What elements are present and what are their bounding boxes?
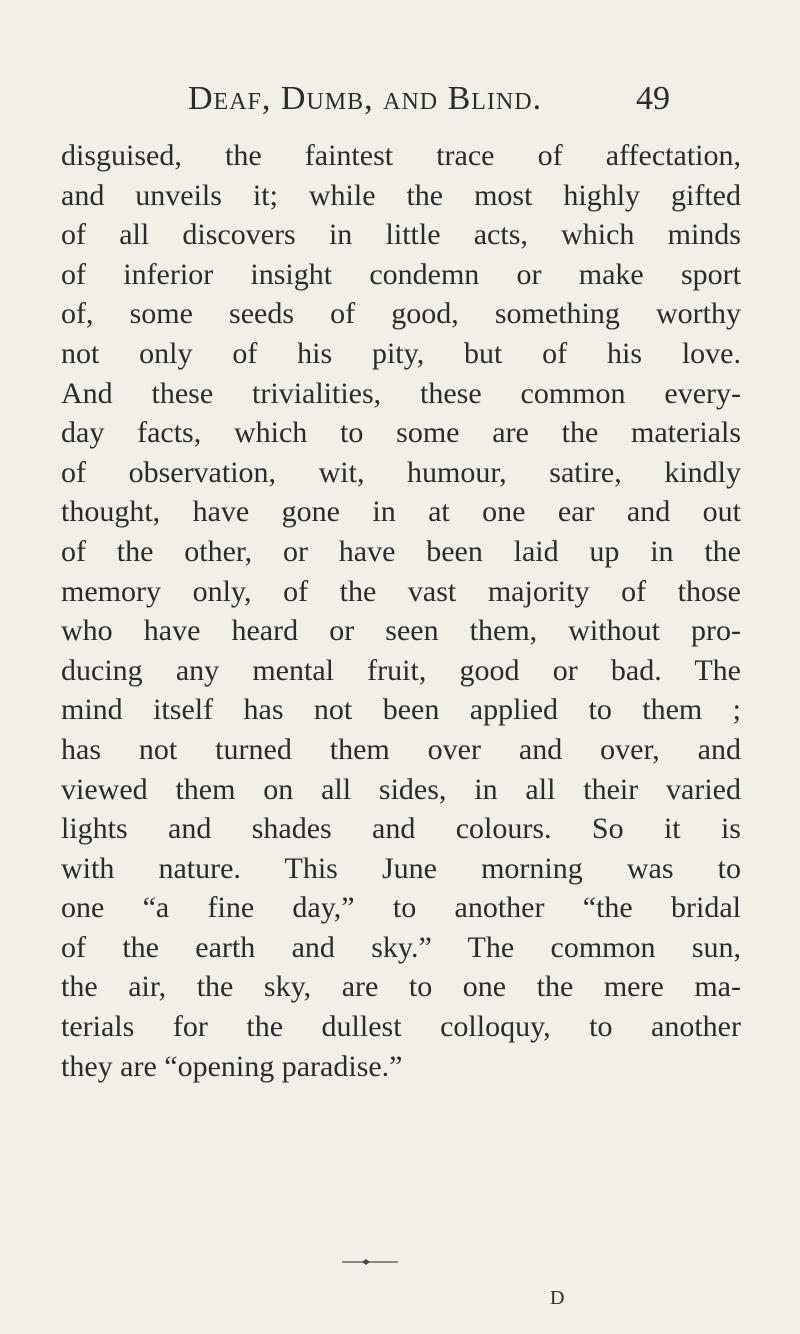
text-line: of the earth and sky.” The common sun,	[61, 930, 741, 964]
text-line: ducing any mental fruit, good or bad. The	[61, 653, 741, 687]
text-line: who have heard or seen them, without pro-	[61, 614, 741, 648]
text-line: has not turned them over and over, and	[61, 732, 741, 766]
text-line: of, some seeds of good, something worthy	[61, 297, 741, 331]
text-line: they are “opening paradise.”	[61, 1049, 403, 1083]
text-line: thought, have gone in at one ear and out	[61, 495, 741, 529]
text-line: not only of his pity, but of his love.	[61, 336, 741, 370]
text-line: And these trivialities, these common every-	[61, 376, 741, 410]
signature-mark: D	[550, 1287, 566, 1309]
text-line: of observation, wit, humour, satire, kindly	[61, 455, 741, 489]
page-number: 49	[636, 80, 670, 117]
ornament-rule-icon	[340, 1255, 400, 1269]
text-line: and unveils it; while the most highly gifted	[61, 178, 741, 212]
body-text	[61, 136, 741, 1086]
text-line: memory only, of the vast majority of those	[61, 574, 741, 608]
text-line: disguised, the faintest trace of affectation,	[61, 139, 741, 172]
text-line: of all discovers in little acts, which minds	[61, 218, 741, 252]
text-line: of the other, or have been laid up in the	[61, 534, 741, 568]
text-line: the air, the sky, are to one the mere ma-	[61, 970, 741, 1004]
text-line: lights and shades and colours. So it is	[61, 812, 741, 846]
text-line: with nature. This June morning was to	[61, 851, 741, 885]
text-line: one “a fine day,” to another “the bridal	[61, 891, 741, 925]
text-line: of inferior insight condemn or make sport	[61, 257, 741, 291]
text-line: terials for the dullest colloquy, to another	[61, 1010, 741, 1044]
text-line: mind itself has not been applied to them ;	[61, 693, 741, 727]
running-header	[188, 74, 670, 124]
text-line: viewed them on all sides, in all their varied	[61, 772, 741, 806]
text-line: day facts, which to some are the materials	[61, 416, 741, 450]
running-title: Deaf, Dumb, and Blind.	[188, 80, 543, 117]
